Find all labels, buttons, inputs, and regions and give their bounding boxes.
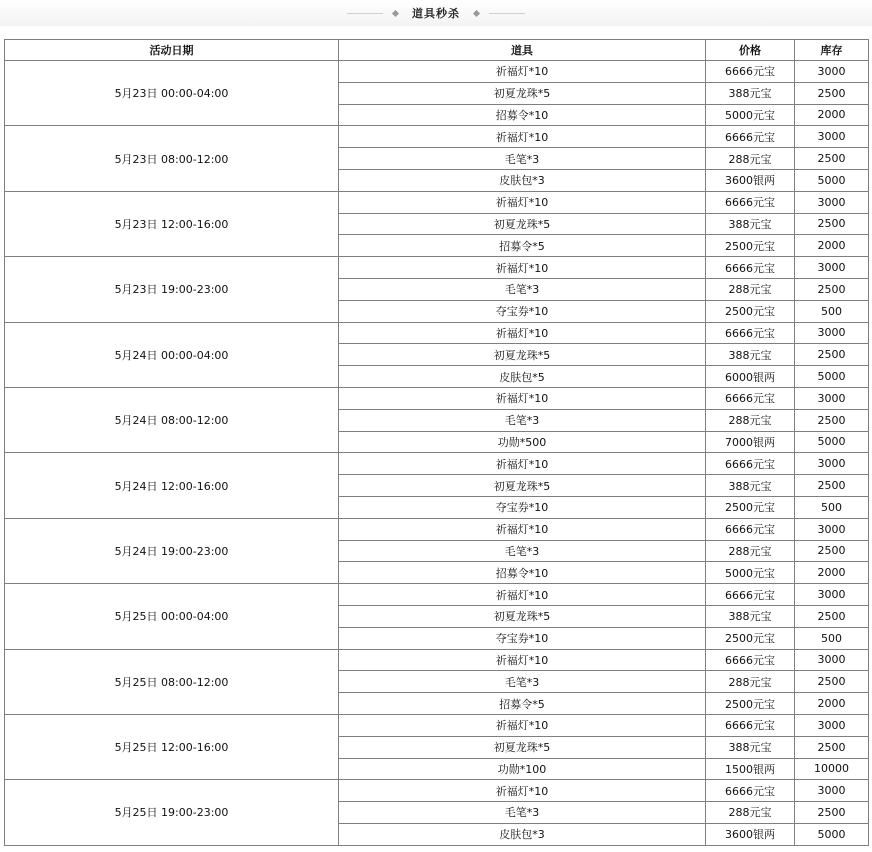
price-cell: 388元宝 bbox=[706, 213, 795, 235]
session-date-cell: 5月23日 12:00-16:00 bbox=[5, 191, 339, 256]
item-cell: 夺宝券*10 bbox=[339, 300, 706, 322]
stock-cell: 500 bbox=[795, 300, 869, 322]
item-cell: 夺宝券*10 bbox=[339, 627, 706, 649]
stock-cell: 3000 bbox=[795, 714, 869, 736]
table-header-row bbox=[5, 40, 869, 61]
item-cell: 招募令*5 bbox=[339, 235, 706, 257]
column-header-price: 价格 bbox=[706, 40, 795, 61]
price-cell: 388元宝 bbox=[706, 344, 795, 366]
session-date-cell: 5月23日 19:00-23:00 bbox=[5, 257, 339, 322]
stock-cell: 2000 bbox=[795, 104, 869, 126]
price-cell: 2500元宝 bbox=[706, 496, 795, 518]
price-cell: 3600银两 bbox=[706, 169, 795, 191]
price-cell: 1500银两 bbox=[706, 758, 795, 780]
stock-cell: 2500 bbox=[795, 278, 869, 300]
diamond-icon bbox=[392, 9, 399, 16]
item-cell: 皮肤包*3 bbox=[339, 169, 706, 191]
table-row bbox=[5, 453, 869, 475]
item-cell: 招募令*5 bbox=[339, 693, 706, 715]
price-cell: 388元宝 bbox=[706, 605, 795, 627]
table-row bbox=[5, 387, 869, 409]
item-cell: 祈福灯*10 bbox=[339, 714, 706, 736]
price-cell: 6666元宝 bbox=[706, 584, 795, 606]
stock-cell: 2500 bbox=[795, 671, 869, 693]
item-cell: 祈福灯*10 bbox=[339, 387, 706, 409]
table-row bbox=[5, 61, 869, 83]
stock-cell: 10000 bbox=[795, 758, 869, 780]
stock-cell: 5000 bbox=[795, 366, 869, 388]
price-cell: 6666元宝 bbox=[706, 518, 795, 540]
item-cell: 毛笔*3 bbox=[339, 148, 706, 170]
session-date-cell: 5月24日 19:00-23:00 bbox=[5, 518, 339, 583]
price-cell: 2500元宝 bbox=[706, 693, 795, 715]
price-cell: 6666元宝 bbox=[706, 714, 795, 736]
item-cell: 祈福灯*10 bbox=[339, 649, 706, 671]
stock-cell: 2500 bbox=[795, 802, 869, 824]
item-cell: 祈福灯*10 bbox=[339, 322, 706, 344]
stock-cell: 3000 bbox=[795, 322, 869, 344]
column-header-item: 道具 bbox=[339, 40, 706, 61]
price-cell: 6666元宝 bbox=[706, 387, 795, 409]
price-cell: 2500元宝 bbox=[706, 235, 795, 257]
price-cell: 2500元宝 bbox=[706, 300, 795, 322]
stock-cell: 3000 bbox=[795, 61, 869, 83]
price-cell: 388元宝 bbox=[706, 82, 795, 104]
stock-cell: 3000 bbox=[795, 518, 869, 540]
item-cell: 毛笔*3 bbox=[339, 540, 706, 562]
section-header bbox=[0, 0, 872, 26]
item-cell: 皮肤包*3 bbox=[339, 823, 706, 845]
price-cell: 288元宝 bbox=[706, 409, 795, 431]
item-cell: 毛笔*3 bbox=[339, 802, 706, 824]
stock-cell: 3000 bbox=[795, 387, 869, 409]
price-cell: 6666元宝 bbox=[706, 126, 795, 148]
price-cell: 2500元宝 bbox=[706, 627, 795, 649]
stock-cell: 3000 bbox=[795, 649, 869, 671]
price-cell: 6666元宝 bbox=[706, 61, 795, 83]
item-cell: 初夏龙珠*5 bbox=[339, 736, 706, 758]
session-date-cell: 5月23日 08:00-12:00 bbox=[5, 126, 339, 191]
session-date-cell: 5月23日 00:00-04:00 bbox=[5, 61, 339, 126]
item-cell: 祈福灯*10 bbox=[339, 61, 706, 83]
price-cell: 388元宝 bbox=[706, 736, 795, 758]
item-cell: 毛笔*3 bbox=[339, 409, 706, 431]
column-header-stock: 库存 bbox=[795, 40, 869, 61]
stock-cell: 5000 bbox=[795, 169, 869, 191]
item-cell: 功勋*500 bbox=[339, 431, 706, 453]
item-cell: 祈福灯*10 bbox=[339, 780, 706, 802]
page-title: 道具秒杀 bbox=[412, 7, 460, 20]
table-row bbox=[5, 714, 869, 736]
session-date-cell: 5月25日 19:00-23:00 bbox=[5, 780, 339, 845]
table-row bbox=[5, 322, 869, 344]
item-cell: 招募令*10 bbox=[339, 562, 706, 584]
session-date-cell: 5月25日 08:00-12:00 bbox=[5, 649, 339, 714]
item-cell: 祈福灯*10 bbox=[339, 257, 706, 279]
flash-sale-table bbox=[4, 39, 869, 846]
table-body bbox=[5, 61, 869, 846]
stock-cell: 2500 bbox=[795, 344, 869, 366]
table-row bbox=[5, 126, 869, 148]
price-cell: 6000银两 bbox=[706, 366, 795, 388]
stock-cell: 2500 bbox=[795, 475, 869, 497]
session-date-cell: 5月25日 12:00-16:00 bbox=[5, 714, 339, 779]
item-cell: 招募令*10 bbox=[339, 104, 706, 126]
price-cell: 6666元宝 bbox=[706, 191, 795, 213]
stock-cell: 500 bbox=[795, 496, 869, 518]
stock-cell: 3000 bbox=[795, 453, 869, 475]
item-cell: 初夏龙珠*5 bbox=[339, 475, 706, 497]
item-cell: 祈福灯*10 bbox=[339, 191, 706, 213]
stock-cell: 5000 bbox=[795, 431, 869, 453]
table-row bbox=[5, 780, 869, 802]
session-date-cell: 5月24日 00:00-04:00 bbox=[5, 322, 339, 387]
table-row bbox=[5, 191, 869, 213]
stock-cell: 2000 bbox=[795, 562, 869, 584]
price-cell: 288元宝 bbox=[706, 540, 795, 562]
stock-cell: 3000 bbox=[795, 780, 869, 802]
price-cell: 6666元宝 bbox=[706, 257, 795, 279]
stock-cell: 2500 bbox=[795, 736, 869, 758]
column-header-date: 活动日期 bbox=[5, 40, 339, 61]
header-line-left bbox=[347, 13, 383, 14]
price-cell: 5000元宝 bbox=[706, 562, 795, 584]
item-cell: 祈福灯*10 bbox=[339, 453, 706, 475]
price-cell: 6666元宝 bbox=[706, 780, 795, 802]
stock-cell: 2500 bbox=[795, 605, 869, 627]
item-cell: 祈福灯*10 bbox=[339, 518, 706, 540]
item-cell: 功勋*100 bbox=[339, 758, 706, 780]
item-cell: 祈福灯*10 bbox=[339, 584, 706, 606]
item-cell: 毛笔*3 bbox=[339, 671, 706, 693]
stock-cell: 2500 bbox=[795, 148, 869, 170]
table-row bbox=[5, 649, 869, 671]
price-cell: 288元宝 bbox=[706, 671, 795, 693]
table-row bbox=[5, 584, 869, 606]
stock-cell: 3000 bbox=[795, 584, 869, 606]
item-cell: 初夏龙珠*5 bbox=[339, 344, 706, 366]
flash-sale-table-wrapper bbox=[4, 39, 869, 846]
stock-cell: 5000 bbox=[795, 823, 869, 845]
price-cell: 288元宝 bbox=[706, 148, 795, 170]
price-cell: 6666元宝 bbox=[706, 649, 795, 671]
stock-cell: 2500 bbox=[795, 540, 869, 562]
stock-cell: 2000 bbox=[795, 693, 869, 715]
session-date-cell: 5月24日 08:00-12:00 bbox=[5, 387, 339, 452]
stock-cell: 2500 bbox=[795, 409, 869, 431]
price-cell: 388元宝 bbox=[706, 475, 795, 497]
price-cell: 5000元宝 bbox=[706, 104, 795, 126]
item-cell: 初夏龙珠*5 bbox=[339, 82, 706, 104]
header-line-right bbox=[489, 13, 525, 14]
item-cell: 皮肤包*5 bbox=[339, 366, 706, 388]
item-cell: 初夏龙珠*5 bbox=[339, 213, 706, 235]
table-row bbox=[5, 518, 869, 540]
item-cell: 夺宝券*10 bbox=[339, 496, 706, 518]
stock-cell: 3000 bbox=[795, 257, 869, 279]
price-cell: 6666元宝 bbox=[706, 453, 795, 475]
item-cell: 初夏龙珠*5 bbox=[339, 605, 706, 627]
price-cell: 3600银两 bbox=[706, 823, 795, 845]
price-cell: 6666元宝 bbox=[706, 322, 795, 344]
stock-cell: 2500 bbox=[795, 82, 869, 104]
session-date-cell: 5月25日 00:00-04:00 bbox=[5, 584, 339, 649]
price-cell: 288元宝 bbox=[706, 802, 795, 824]
stock-cell: 3000 bbox=[795, 126, 869, 148]
price-cell: 7000银两 bbox=[706, 431, 795, 453]
stock-cell: 2500 bbox=[795, 213, 869, 235]
stock-cell: 500 bbox=[795, 627, 869, 649]
table-row bbox=[5, 257, 869, 279]
stock-cell: 3000 bbox=[795, 191, 869, 213]
price-cell: 288元宝 bbox=[706, 278, 795, 300]
session-date-cell: 5月24日 12:00-16:00 bbox=[5, 453, 339, 518]
stock-cell: 2000 bbox=[795, 235, 869, 257]
item-cell: 毛笔*3 bbox=[339, 278, 706, 300]
diamond-icon bbox=[473, 9, 480, 16]
item-cell: 祈福灯*10 bbox=[339, 126, 706, 148]
